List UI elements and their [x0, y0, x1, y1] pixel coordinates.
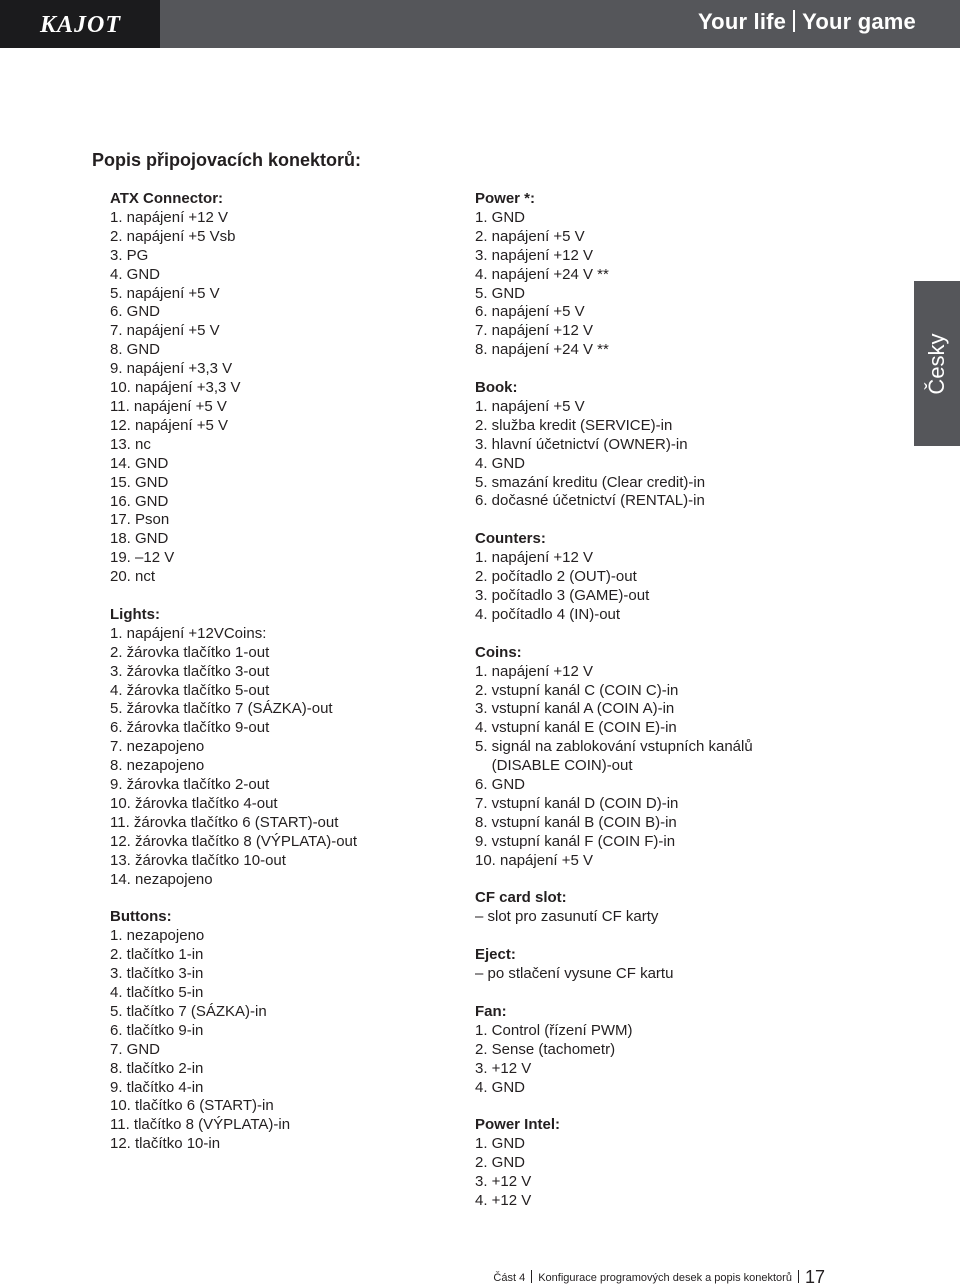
section-title: Fan:: [475, 1002, 507, 1020]
svg-text:KAJOT: KAJOT: [40, 12, 122, 38]
right-column: [475, 190, 835, 1230]
pin-item: 13. nc: [110, 435, 151, 453]
pin-item: 2. napájení +5 Vsb: [110, 227, 236, 245]
section-title: Power Intel:: [475, 1116, 561, 1134]
pin-item: 4. vstupní kanál E (COIN E)-in: [475, 719, 677, 737]
pin-item: 11. tlačítko 8 (VÝPLATA)-in: [110, 1116, 291, 1134]
connector-section: [475, 644, 835, 871]
pin-item: 12. napájení +5 V: [110, 416, 229, 434]
pin-item: 1. Control (řízení PWM): [475, 1021, 633, 1039]
tagline-left: Your life: [697, 9, 787, 34]
connector-section: [110, 908, 440, 1154]
page-title: Popis připojovacích konektorů:: [92, 150, 362, 170]
section-title: Coins:: [475, 643, 522, 661]
logo: [0, 0, 160, 48]
pin-item: – po stlačení vysune CF kartu: [475, 965, 674, 983]
pin-item: 4. napájení +24 V **: [475, 265, 609, 283]
pin-item: 6. GND: [475, 776, 526, 794]
connector-section: [475, 379, 835, 511]
pin-item: 2. napájení +5 V: [475, 227, 585, 245]
section-title: Lights:: [110, 605, 160, 623]
pin-item: 4. GND: [475, 454, 526, 472]
pin-item: 19. –12 V: [110, 549, 175, 567]
pin-item: 3. PG: [110, 246, 149, 264]
section-title: Counters:: [475, 530, 546, 548]
pin-item: 10. tlačítko 6 (START)-in: [110, 1097, 274, 1115]
connector-section: [475, 889, 835, 927]
pin-item: 17. Pson: [110, 511, 170, 529]
pin-item: 8. nezapojeno: [110, 757, 205, 775]
footer-divider: [531, 1270, 532, 1283]
pin-item: 4. GND: [110, 265, 161, 283]
pin-item: 11. napájení +5 V: [110, 397, 227, 415]
pin-item: 7. napájení +12 V: [475, 322, 594, 340]
pin-item: 13. žárovka tlačítko 10-out: [110, 851, 286, 869]
pin-item: 7. nezapojeno: [110, 738, 205, 756]
pin-item: 4. počítadlo 4 (IN)-out: [475, 605, 621, 623]
pin-item: 8. vstupní kanál B (COIN B)-in: [475, 813, 677, 831]
pin-item: 2. tlačítko 1-in: [110, 946, 204, 964]
connector-section: [475, 1003, 835, 1098]
page-header: [0, 0, 960, 48]
pin-item: 3. počítadlo 3 (GAME)-out: [475, 587, 650, 604]
language-tab[interactable]: [914, 281, 960, 446]
pin-item: 11. žárovka tlačítko 6 (START)-out: [110, 813, 339, 831]
connector-section: [475, 946, 835, 984]
pin-item: 5. žárovka tlačítko 7 (SÁZKA)-out: [110, 700, 333, 718]
pin-item: 16. GND: [110, 492, 169, 510]
connector-section: [475, 530, 835, 625]
connector-section: [110, 190, 440, 587]
connector-section: [110, 606, 440, 890]
pin-item: 4. GND: [475, 1078, 526, 1096]
pin-item: 1. nezapojeno: [110, 927, 205, 945]
section-title: CF card slot:: [475, 889, 567, 907]
pin-item: 2. počítadlo 2 (OUT)-out: [475, 568, 637, 586]
pin-item: 2. vstupní kanál C (COIN C)-in: [475, 681, 679, 699]
pin-item: 10. žárovka tlačítko 4-out: [110, 794, 278, 812]
tagline-right: Your game: [802, 9, 916, 34]
pin-item: 9. napájení +3,3 V: [110, 360, 233, 378]
footer-divider: [798, 1270, 799, 1283]
pin-item: 5. signál na zablokování vstupních kanálů: [475, 738, 753, 756]
pin-item: 6. napájení +5 V: [475, 303, 585, 321]
pin-item: 5. smazání kreditu (Clear credit)-in: [475, 473, 706, 491]
tagline: [698, 9, 916, 35]
left-column: [110, 190, 440, 1173]
section-title: Eject:: [475, 946, 516, 964]
page-number: 17: [804, 1267, 825, 1287]
pin-item: 6. žárovka tlačítko 9-out: [110, 719, 270, 737]
pin-item: 6. tlačítko 9-in: [110, 1021, 204, 1039]
pin-item: (DISABLE COIN)-out: [475, 757, 633, 775]
pin-item: 8. napájení +24 V **: [475, 341, 609, 359]
pin-item: 5. GND: [475, 284, 526, 302]
pin-item: 2. služba kredit (SERVICE)-in: [475, 416, 673, 434]
page-footer: [493, 1267, 825, 1288]
pin-item: 5. tlačítko 7 (SÁZKA)-in: [110, 1002, 267, 1020]
pin-item: 1. GND: [475, 1135, 526, 1153]
pin-item: 8. tlačítko 2-in: [110, 1059, 204, 1077]
pin-item: 3. žárovka tlačítko 3-out: [110, 662, 270, 680]
pin-item: 1. napájení +12 V: [475, 662, 594, 680]
pin-item: 9. vstupní kanál F (COIN F)-in: [475, 832, 676, 850]
section-title: ATX Connector:: [110, 190, 224, 207]
connector-section: [475, 190, 835, 360]
pin-item: 7. napájení +5 V: [110, 322, 220, 340]
pin-item: 6. dočasné účetnictví (RENTAL)-in: [475, 492, 705, 510]
pin-item: 18. GND: [110, 530, 169, 548]
pin-item: 12. žárovka tlačítko 8 (VÝPLATA)-out: [110, 832, 358, 850]
pin-item: 10. napájení +3,3 V: [110, 379, 241, 397]
pin-item: 4. +12 V: [475, 1191, 532, 1209]
pin-item: 3. +12 V: [475, 1059, 532, 1077]
pin-item: 14. nezapojeno: [110, 870, 213, 888]
pin-item: 3. tlačítko 3-in: [110, 965, 204, 983]
pin-item: 12. tlačítko 10-in: [110, 1135, 221, 1153]
pin-item: 2. GND: [475, 1154, 526, 1172]
pin-item: 3. napájení +12 V: [475, 246, 594, 264]
pin-item: 1. GND: [475, 208, 526, 226]
pin-item: 1. napájení +12 V: [110, 208, 229, 226]
pin-item: 3. hlavní účetnictví (OWNER)-in: [475, 435, 688, 453]
pin-item: 7. vstupní kanál D (COIN D)-in: [475, 794, 679, 812]
pin-item: 9. žárovka tlačítko 2-out: [110, 776, 270, 794]
pin-item: 1. napájení +5 V: [475, 397, 585, 415]
pin-item: 20. nct: [110, 568, 156, 586]
pin-item: 10. napájení +5 V: [475, 851, 594, 869]
pin-item: 2. Sense (tachometr): [475, 1040, 616, 1058]
pin-item: 3. vstupní kanál A (COIN A)-in: [475, 700, 675, 718]
section-title: Book:: [475, 379, 518, 397]
footer-chapter: Konfigurace programových desek a popis konektorů: [538, 1272, 792, 1284]
pin-item: 3. +12 V: [475, 1173, 532, 1191]
section-title: Buttons:: [110, 908, 172, 926]
tagline-separator: [793, 10, 795, 32]
pin-item: 2. žárovka tlačítko 1-out: [110, 643, 270, 661]
pin-item: 6. GND: [110, 303, 161, 321]
pin-item: 9. tlačítko 4-in: [110, 1078, 204, 1096]
connector-section: [475, 1116, 835, 1211]
pin-item: 4. tlačítko 5-in: [110, 984, 204, 1002]
pin-item: 1. napájení +12 V: [475, 549, 594, 567]
pin-item: 8. GND: [110, 341, 161, 359]
section-title: Power *:: [475, 190, 536, 207]
pin-item: 14. GND: [110, 454, 169, 472]
pin-item: 7. GND: [110, 1040, 161, 1058]
kajot-logo-icon: [38, 10, 138, 38]
pin-item: 5. napájení +5 V: [110, 284, 220, 302]
language-tab-label: Česky: [924, 332, 949, 395]
pin-item: 1. napájení +12VCoins:: [110, 624, 267, 642]
pin-item: 15. GND: [110, 473, 169, 491]
footer-section: Část 4: [493, 1272, 526, 1284]
pin-item: – slot pro zasunutí CF karty: [475, 908, 659, 926]
pin-item: 4. žárovka tlačítko 5-out: [110, 681, 270, 699]
